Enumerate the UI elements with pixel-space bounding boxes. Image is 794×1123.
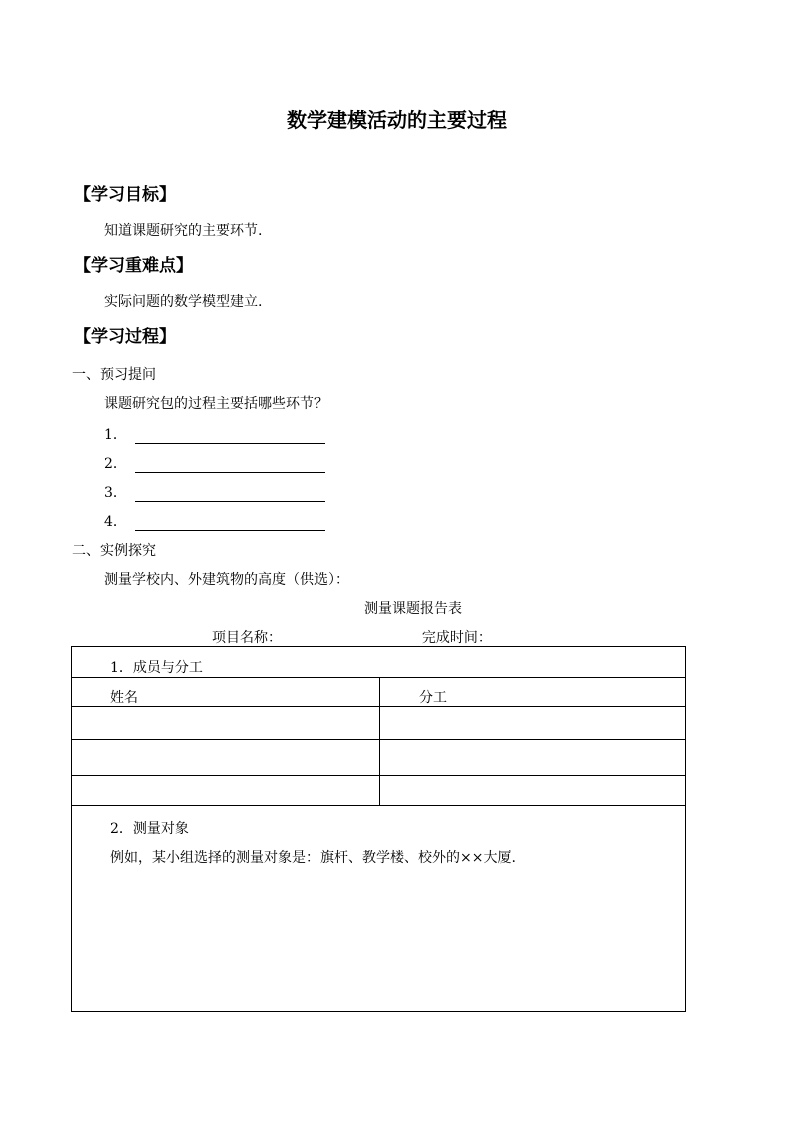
part2-heading: 二、实例探究 bbox=[72, 543, 156, 559]
member-role-cell-2[interactable] bbox=[380, 740, 685, 774]
report-table bbox=[71, 646, 686, 1012]
section-goal-heading: 【学习目标】 bbox=[74, 185, 176, 205]
object-example: 例如，某小组选择的测量对象是：旗杆、教学楼、校外的××大厦. bbox=[110, 850, 516, 866]
report-title: 测量课题报告表 bbox=[364, 601, 462, 617]
object-heading: 2．测量对象 bbox=[110, 821, 189, 837]
member-name-cell-3[interactable] bbox=[72, 776, 378, 804]
answer-line-2 bbox=[104, 453, 325, 473]
answer-blank[interactable] bbox=[135, 458, 325, 473]
member-name-cell-1[interactable] bbox=[72, 707, 378, 739]
member-role-cell-1[interactable] bbox=[380, 707, 685, 739]
col-name-header: 姓名 bbox=[110, 690, 138, 706]
section-keypoints-heading: 【学习重难点】 bbox=[74, 256, 193, 276]
answer-blank[interactable] bbox=[135, 516, 325, 531]
answer-line-1 bbox=[104, 424, 325, 444]
answer-line-4 bbox=[104, 511, 325, 531]
section-keypoints-content: 实际问题的数学模型建立. bbox=[104, 294, 263, 310]
table-divider bbox=[72, 805, 685, 806]
answer-number: 1． bbox=[104, 427, 127, 443]
col-role-header: 分工 bbox=[419, 690, 447, 706]
page-title: 数学建模活动的主要过程 bbox=[287, 108, 507, 132]
part1-question: 课题研究包的过程主要括哪些环节？ bbox=[104, 396, 328, 412]
answer-blank[interactable] bbox=[135, 487, 325, 502]
member-name-cell-2[interactable] bbox=[72, 740, 378, 774]
report-meta-line bbox=[212, 627, 609, 647]
answer-line-3 bbox=[104, 482, 325, 502]
project-name-blank[interactable] bbox=[286, 632, 399, 647]
members-heading: 1．成员与分工 bbox=[110, 660, 203, 676]
section-process-heading: 【学习过程】 bbox=[74, 327, 176, 347]
member-role-cell-3[interactable] bbox=[380, 776, 685, 804]
part1-heading: 一、预习提问 bbox=[72, 367, 156, 383]
answer-blank[interactable] bbox=[135, 429, 325, 444]
answer-number: 3． bbox=[104, 485, 127, 501]
answer-number: 2． bbox=[104, 456, 127, 472]
project-label: 项目名称： bbox=[212, 630, 282, 646]
part2-intro: 测量学校内、外建筑物的高度（供选）： bbox=[104, 572, 349, 588]
time-label: 完成时间： bbox=[421, 630, 492, 646]
completion-time-blank[interactable] bbox=[496, 632, 609, 647]
section-goal-content: 知道课题研究的主要环节. bbox=[104, 223, 263, 239]
answer-number: 4． bbox=[104, 514, 127, 530]
